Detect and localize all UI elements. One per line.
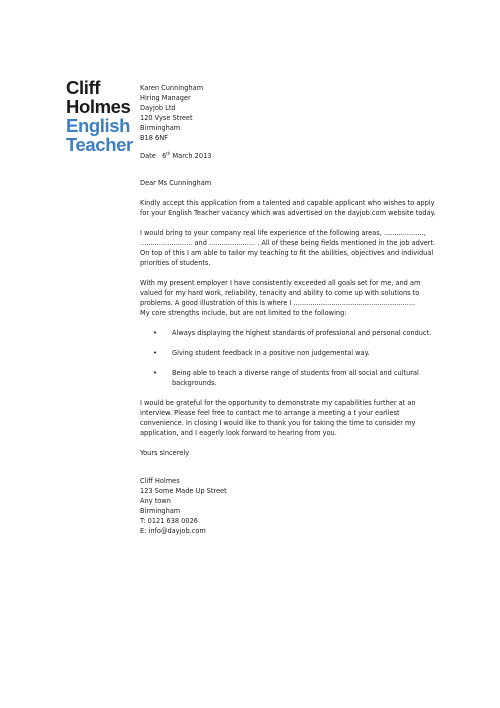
strengths-list xyxy=(140,328,440,388)
strengths-intro: My core strengths include, but are not limited to the following: xyxy=(140,309,347,317)
sender-name: Cliff Holmes xyxy=(140,477,180,485)
strength-text: Being able to teach a diverse range of students from all social and cultural backgrounds. xyxy=(172,369,419,387)
paragraph-intro: Kindly accept this application from a talented and capable applicant who wishes to apply for your English Teacher vacancy which was advertised on the dayjob.com website today. xyxy=(140,199,436,217)
strength-text: Giving student feedback in a positive non judgemental way. xyxy=(172,349,370,357)
sender-town: Any town xyxy=(140,497,171,505)
logo-last-name: Holmes xyxy=(66,96,131,117)
bullet-icon: • xyxy=(153,329,158,337)
recipient-title: Hiring Manager xyxy=(140,94,191,102)
recipient-address xyxy=(140,83,440,143)
logo-role-line2: Teacher xyxy=(66,134,133,155)
salutation: Dear Ms Cunningham xyxy=(140,179,212,187)
list-item xyxy=(140,368,440,388)
recipient-city: Birmingham xyxy=(140,124,181,132)
list-item xyxy=(140,348,440,358)
letter-date xyxy=(140,151,440,161)
bullet-icon: • xyxy=(153,369,158,377)
recipient-postcode: B18 6NF xyxy=(140,134,168,142)
signoff: Yours sincerely xyxy=(140,449,190,457)
bullet-icon: • xyxy=(153,349,158,357)
sender-email: E: info@dayjob.com xyxy=(140,527,206,535)
paragraph-achievements: With my present employer I have consistently exceeded all goals set for me, and am valued for my hard work, reliability, tenacity and ability to come up with solutions to problems. A good illustration of this is where I .......................................................... xyxy=(140,279,421,307)
recipient-street: 120 Vyse Street xyxy=(140,114,193,122)
recipient-name: Karen Cunningham xyxy=(140,84,204,92)
list-item xyxy=(140,328,440,338)
recipient-company: Dayjob Ltd xyxy=(140,104,176,112)
name-logo xyxy=(66,78,136,154)
sender-details xyxy=(140,476,440,536)
logo-first-name: Cliff xyxy=(66,77,100,98)
sender-phone: T: 0121 638 0026 xyxy=(140,517,198,525)
paragraph-experience: I would bring to your company real life experience of the following areas, ..................., ......................... and ...................... . All of these being fields mentioned in the job advert. On top of this I am able to tailor my teaching to fit the abilities, objectives and individual priorities of students. xyxy=(140,229,436,267)
logo-role-line1: English xyxy=(66,115,131,136)
letter-body xyxy=(140,83,440,536)
paragraph-closing: I would be grateful for the opportunity to demonstrate my capabilities further at an interview. Please feel free to contact me to arrange a meeting a t your earliest convenience. In closing I would like to thank you for taking the time to consider my application, and I eagerly look forward to hearing from you. xyxy=(140,399,416,437)
date-day: 6 xyxy=(162,152,167,160)
date-suffix: th xyxy=(166,151,171,156)
date-label: Date xyxy=(140,152,156,160)
date-month-year: March 2013 xyxy=(172,152,212,160)
sender-street: 123 Some Made Up Street xyxy=(140,487,227,495)
sender-city: Birmingham xyxy=(140,507,181,515)
strength-text: Always displaying the highest standards of professional and personal conduct. xyxy=(172,329,432,337)
